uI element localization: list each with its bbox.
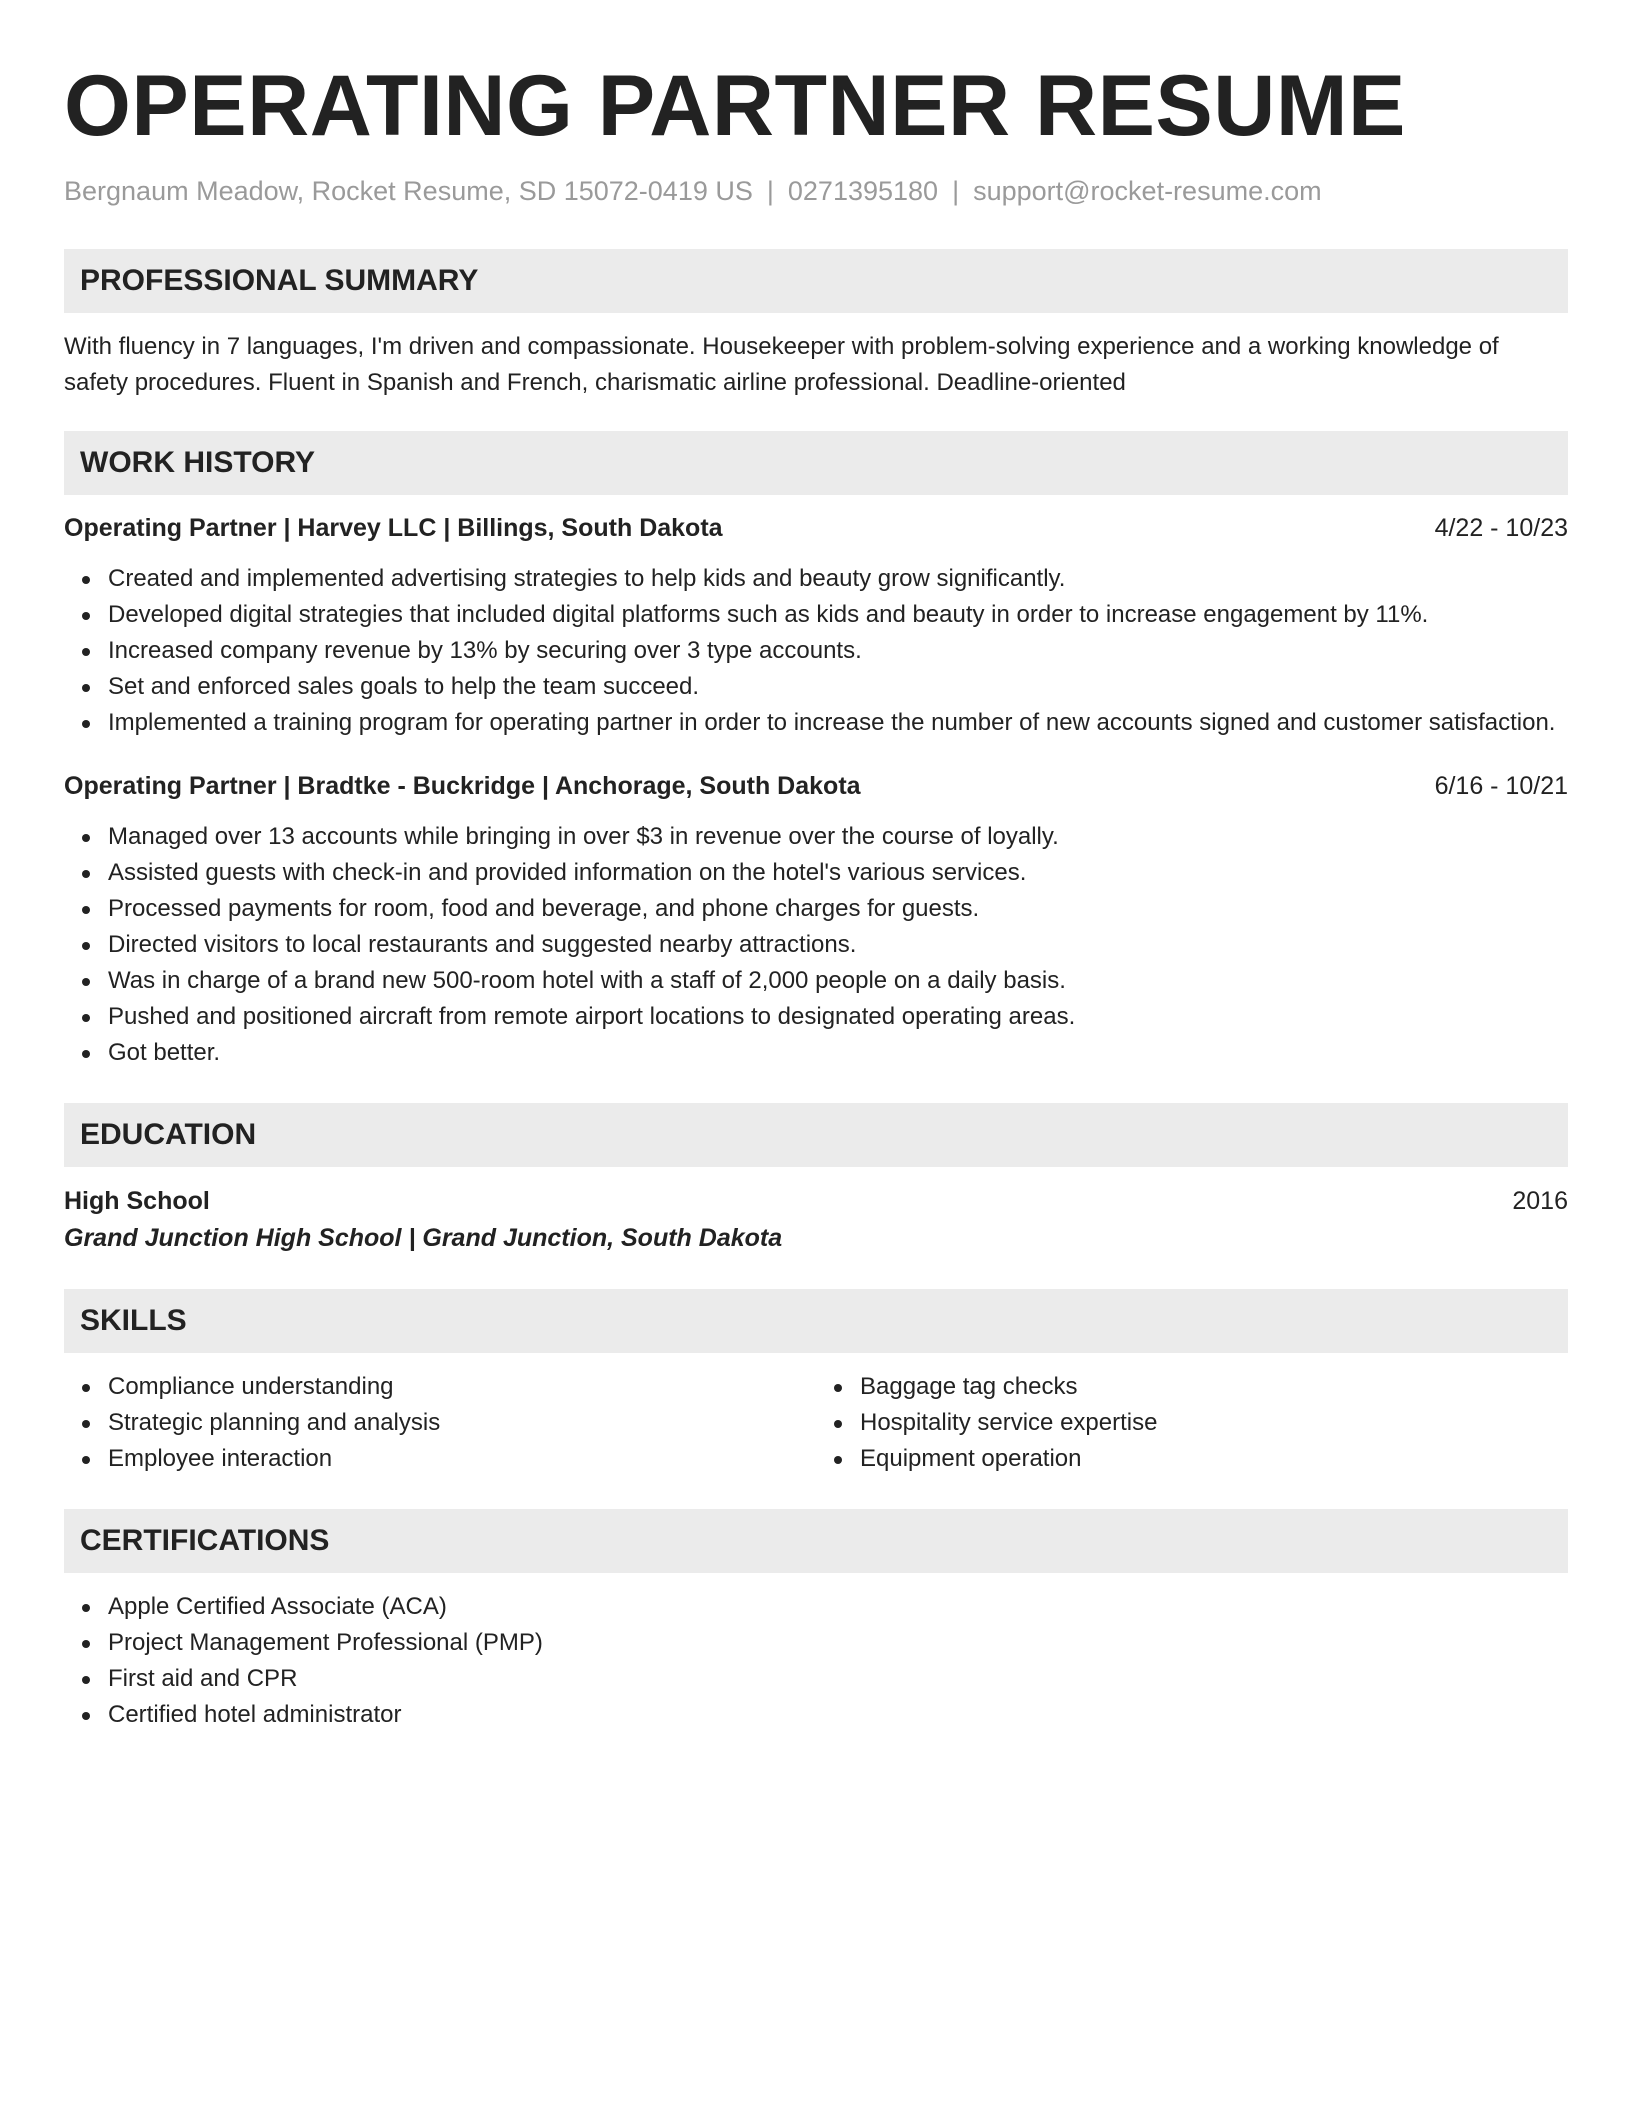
skill-item: Strategic planning and analysis: [108, 1405, 816, 1441]
job-title: Operating Partner | Bradtke - Buckridge | Anchorage, South Dakota: [64, 772, 861, 800]
education-school: Grand Junction High School | Grand Junction, South Dakota: [64, 1224, 783, 1252]
summary-text: With fluency in 7 languages, I'm driven and compassionate. Housekeeper with problem-solving experience and a working knowledge of safety procedures. Fluent in Spanish and French, charismatic airline professional. Deadline-oriented: [64, 333, 1499, 396]
certification-item: Project Management Professional (PMP): [108, 1625, 1568, 1661]
contact-separator: |: [766, 176, 774, 206]
job-bullets: [64, 819, 1568, 1071]
job-bullet: Directed visitors to local restaurants and suggested nearby attractions.: [108, 927, 1568, 963]
resume-title: OPERATING PARTNER RESUME: [64, 58, 1406, 154]
job-bullet: Increased company revenue by 13% by securing over 3 type accounts.: [108, 633, 1568, 669]
contact-line: [64, 174, 1568, 208]
education-section-header: [64, 1103, 1568, 1167]
summary-heading: PROFESSIONAL SUMMARY: [80, 264, 479, 297]
education-degree: High School: [64, 1187, 210, 1215]
education-heading: EDUCATION: [80, 1118, 257, 1151]
job-entry: [64, 769, 1568, 1071]
skills-section-header: [64, 1289, 1568, 1353]
contact-phone: 0271395180: [787, 176, 939, 206]
summary-section-header: [64, 249, 1568, 313]
job-bullet: Pushed and positioned aircraft from remote airport locations to designated operating areas.: [108, 999, 1568, 1035]
certifications-heading: CERTIFICATIONS: [80, 1524, 330, 1557]
job-bullet: Assisted guests with check-in and provided information on the hotel's various services.: [108, 855, 1568, 891]
contact-email: support@rocket-resume.com: [973, 176, 1322, 206]
skill-item: Hospitality service expertise: [860, 1405, 1568, 1441]
job-bullet: Processed payments for room, food and beverage, and phone charges for guests.: [108, 891, 1568, 927]
certification-item: Certified hotel administrator: [108, 1697, 1568, 1733]
job-bullet: Implemented a training program for operating partner in order to increase the number of new accounts signed and customer satisfaction.: [108, 705, 1568, 741]
education-year: 2016: [1512, 1187, 1568, 1215]
certifications-list: [64, 1589, 1568, 1733]
certifications-section-header: [64, 1509, 1568, 1573]
skills-column-right: [816, 1369, 1568, 1477]
skill-item: Baggage tag checks: [860, 1369, 1568, 1405]
job-bullet: Managed over 13 accounts while bringing in over $3 in revenue over the course of loyally.: [108, 819, 1568, 855]
contact-separator: |: [952, 176, 960, 206]
job-bullet: Was in charge of a brand new 500-room hotel with a staff of 2,000 people on a daily basis.: [108, 963, 1568, 999]
job-entry: [64, 511, 1568, 741]
skills-grid: [64, 1369, 1568, 1477]
job-dates: 6/16 - 10/21: [1434, 772, 1568, 800]
job-bullet: Set and enforced sales goals to help the team succeed.: [108, 669, 1568, 705]
job-bullet: Developed digital strategies that included digital platforms such as kids and beauty in order to increase engagement by 11%.: [108, 597, 1568, 633]
job-bullets: [64, 561, 1568, 741]
skill-item: Equipment operation: [860, 1441, 1568, 1477]
job-bullet: Created and implemented advertising strategies to help kids and beauty grow significantly.: [108, 561, 1568, 597]
certification-item: Apple Certified Associate (ACA): [108, 1589, 1568, 1625]
certification-item: First aid and CPR: [108, 1661, 1568, 1697]
job-bullet: Got better.: [108, 1035, 1568, 1071]
work-history-heading: WORK HISTORY: [80, 446, 316, 479]
job-dates: 4/22 - 10/23: [1434, 514, 1568, 542]
education-entry: [64, 1183, 1568, 1257]
job-header: [64, 769, 1568, 803]
work-history-section-header: [64, 431, 1568, 495]
skills-column-left: [64, 1369, 816, 1477]
skill-item: Compliance understanding: [108, 1369, 816, 1405]
skill-item: Employee interaction: [108, 1441, 816, 1477]
skills-heading: SKILLS: [80, 1304, 187, 1337]
contact-address: Bergnaum Meadow, Rocket Resume, SD 15072-0419 US: [64, 176, 753, 206]
job-title: Operating Partner | Harvey LLC | Billings, South Dakota: [64, 514, 723, 542]
job-header: [64, 511, 1568, 545]
education-header: [64, 1183, 1568, 1219]
